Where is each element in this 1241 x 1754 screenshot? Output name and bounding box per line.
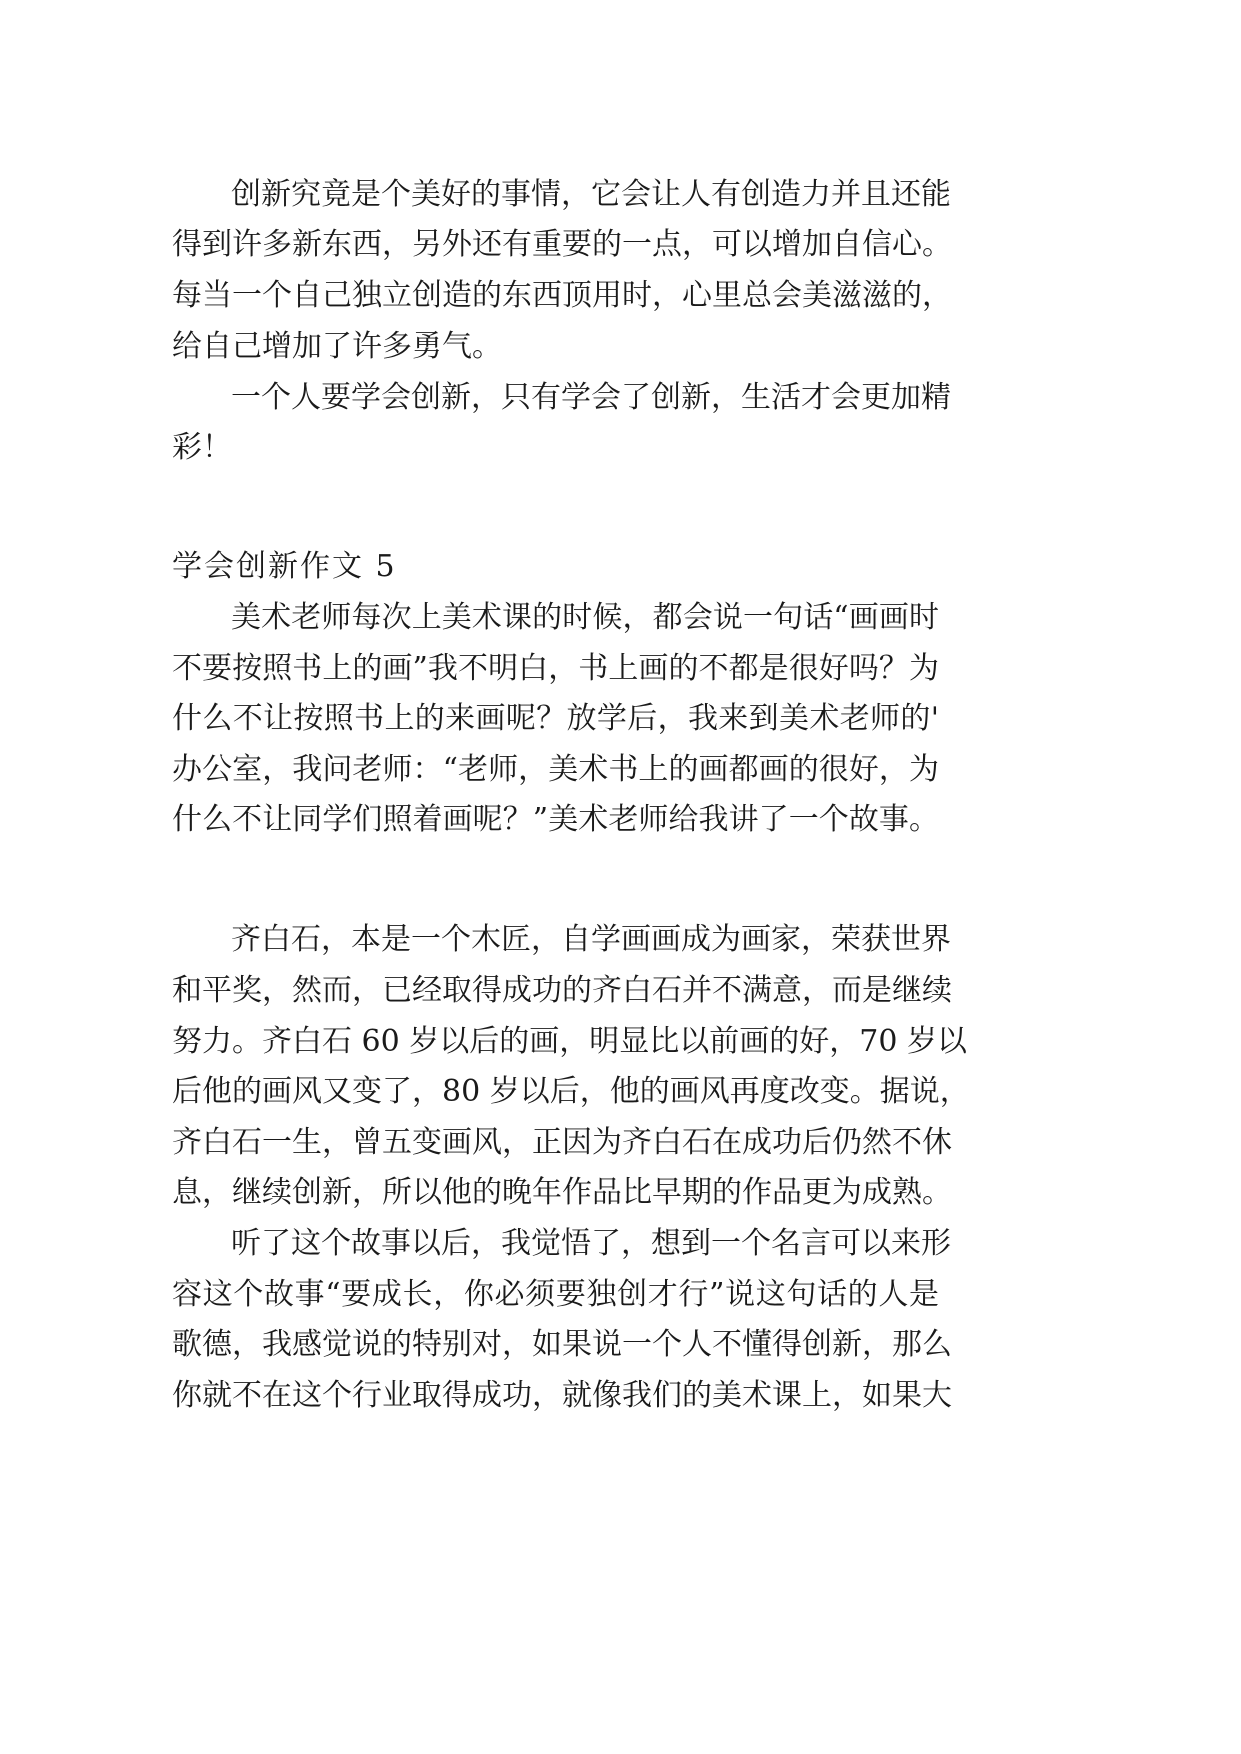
text-line: 你就不在这个行业取得成功，就像我们的美术课上，如果大 [172,1378,952,1413]
text-line: 努力。齐白石 60 岁以后的画，明显比以前画的好，70 岁以 [172,1024,967,1059]
text-line: 齐白石，本是一个木匠，自学画画成为画家，荣获世界 [231,922,951,957]
text-line: 不要按照书上的画”我不明白，书上画的不都是很好吗？为 [172,651,939,686]
text-line: 一个人要学会创新，只有学会了创新，生活才会更加精 [231,380,951,415]
text-line: 歌德，我感觉说的特别对，如果说一个人不懂得创新，那么 [172,1327,952,1362]
text-line: 容这个故事“要成长，你必须要独创才行”说这句话的人是 [172,1277,939,1312]
text-line: 后他的画风又变了，80 岁以后，他的画风再度改变。据说， [172,1074,970,1109]
text-line: 每当一个自己独立创造的东西顶用时，心里总会美滋滋的， [172,278,952,313]
text-line: 彩！ [172,430,232,465]
text-line: 美术老师每次上美术课的时候，都会说一句话“画画时 [231,600,939,635]
text-line: 创新究竟是个美好的事情，它会让人有创造力并且还能 [231,177,951,212]
section-heading: 学会创新作文 5 [172,549,397,584]
text-line: 听了这个故事以后，我觉悟了，想到一个名言可以来形 [231,1226,951,1261]
text-line: 什么不让同学们照着画呢？”美术老师给我讲了一个故事。 [172,802,939,837]
text-line: 和平奖，然而，已经取得成功的齐白石并不满意，而是继续 [172,973,952,1008]
text-line: 得到许多新东西，另外还有重要的一点，可以增加自信心。 [172,227,952,262]
text-line: 齐白石一生，曾五变画风，正因为齐白石在成功后仍然不休 [172,1125,952,1160]
text-line: 什么不让按照书上的来画呢？放学后，我来到美术老师的' [172,701,939,736]
text-line: 办公室，我问老师：“老师，美术书上的画都画的很好，为 [172,752,939,787]
text-line: 息，继续创新，所以他的晚年作品比早期的作品更为成熟。 [172,1175,952,1210]
text-line: 给自己增加了许多勇气。 [172,329,502,364]
